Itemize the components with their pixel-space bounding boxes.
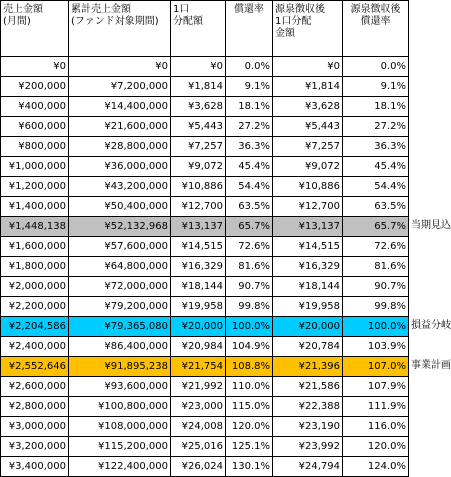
after-tax-distribution-cell: ¥20,000 — [273, 317, 343, 337]
after-tax-rate-cell: 36.3% — [343, 137, 409, 157]
monthly-sales-cell: ¥2,204,586 — [1, 317, 69, 337]
after-tax-distribution-cell: ¥19,958 — [273, 297, 343, 317]
table-row — [1, 177, 409, 197]
business-plan-label: 事業計画 — [411, 360, 451, 371]
after-tax-rate-cell: 54.4% — [343, 177, 409, 197]
after-tax-distribution-cell: ¥22,388 — [273, 397, 343, 417]
cumulative-sales-cell: ¥36,000,000 — [69, 157, 171, 177]
distribution-cell: ¥18,144 — [171, 277, 226, 297]
distribution-cell: ¥16,329 — [171, 257, 226, 277]
table-row — [1, 77, 409, 97]
distribution-cell: ¥3,628 — [171, 97, 226, 117]
monthly-sales-cell: ¥2,600,000 — [1, 377, 69, 397]
current-estimate-label: 当期見込 — [411, 220, 451, 231]
cumulative-sales-cell: ¥86,400,000 — [69, 337, 171, 357]
after-tax-distribution-cell: ¥0 — [273, 57, 343, 77]
after-tax-rate-cell: 27.2% — [343, 117, 409, 137]
after-tax-distribution-cell: ¥1,814 — [273, 77, 343, 97]
table-row — [1, 437, 409, 457]
table-row — [1, 317, 409, 337]
monthly-sales-cell: ¥400,000 — [1, 97, 69, 117]
header-cumulative-sales: 累計売上金額 (ファンド対象期間) — [69, 1, 171, 57]
table-row — [1, 357, 409, 377]
redemption-rate-cell: 0.0% — [226, 57, 273, 77]
monthly-sales-cell: ¥800,000 — [1, 137, 69, 157]
cumulative-sales-cell: ¥93,600,000 — [69, 377, 171, 397]
after-tax-rate-cell: 120.0% — [343, 437, 409, 457]
header-distribution-per-unit: 1口 分配額 — [171, 1, 226, 57]
after-tax-distribution-cell: ¥23,190 — [273, 417, 343, 437]
distribution-cell: ¥13,137 — [171, 217, 226, 237]
cumulative-sales-cell: ¥50,400,000 — [69, 197, 171, 217]
distribution-cell: ¥20,984 — [171, 337, 226, 357]
distribution-cell: ¥21,992 — [171, 377, 226, 397]
redemption-rate-cell: 120.0% — [226, 417, 273, 437]
after-tax-rate-cell: 18.1% — [343, 97, 409, 117]
cumulative-sales-cell: ¥21,600,000 — [69, 117, 171, 137]
after-tax-rate-cell: 100.0% — [343, 317, 409, 337]
table-row — [1, 217, 409, 237]
after-tax-distribution-cell: ¥24,794 — [273, 457, 343, 477]
header-redemption-rate: 償還率 — [226, 1, 273, 57]
after-tax-rate-cell: 107.9% — [343, 377, 409, 397]
distribution-cell: ¥9,072 — [171, 157, 226, 177]
redemption-rate-cell: 36.3% — [226, 137, 273, 157]
distribution-cell: ¥12,700 — [171, 197, 226, 217]
after-tax-rate-cell: 99.8% — [343, 297, 409, 317]
distribution-cell: ¥26,024 — [171, 457, 226, 477]
monthly-sales-cell: ¥2,000,000 — [1, 277, 69, 297]
cumulative-sales-cell: ¥7,200,000 — [69, 77, 171, 97]
table-row — [1, 97, 409, 117]
redemption-rate-cell: 99.8% — [226, 297, 273, 317]
monthly-sales-cell: ¥1,600,000 — [1, 237, 69, 257]
cumulative-sales-cell: ¥64,800,000 — [69, 257, 171, 277]
cumulative-sales-cell: ¥57,600,000 — [69, 237, 171, 257]
after-tax-distribution-cell: ¥10,886 — [273, 177, 343, 197]
table-row — [1, 237, 409, 257]
cumulative-sales-cell: ¥52,132,968 — [69, 217, 171, 237]
redemption-rate-cell: 27.2% — [226, 117, 273, 137]
distribution-cell: ¥1,814 — [171, 77, 226, 97]
monthly-sales-cell: ¥200,000 — [1, 77, 69, 97]
after-tax-rate-cell: 107.0% — [343, 357, 409, 377]
table-row — [1, 457, 409, 477]
after-tax-rate-cell: 65.7% — [343, 217, 409, 237]
monthly-sales-cell: ¥3,400,000 — [1, 457, 69, 477]
after-tax-distribution-cell: ¥3,628 — [273, 97, 343, 117]
header-monthly-sales: 売上金額 (月間) — [1, 1, 69, 57]
distribution-cell: ¥5,443 — [171, 117, 226, 137]
distribution-cell: ¥23,000 — [171, 397, 226, 417]
cumulative-sales-cell: ¥91,895,238 — [69, 357, 171, 377]
break-even-label: 損益分岐 — [411, 320, 451, 331]
after-tax-distribution-cell: ¥18,144 — [273, 277, 343, 297]
after-tax-rate-cell: 45.4% — [343, 157, 409, 177]
cumulative-sales-cell: ¥79,200,000 — [69, 297, 171, 317]
header-after-tax-distribution: 源泉徴収後 1口分配 金額 — [273, 1, 343, 57]
monthly-sales-cell: ¥2,552,646 — [1, 357, 69, 377]
distribution-cell: ¥14,515 — [171, 237, 226, 257]
monthly-sales-cell: ¥3,000,000 — [1, 417, 69, 437]
header-row — [1, 1, 409, 57]
monthly-sales-cell: ¥1,448,138 — [1, 217, 69, 237]
redemption-rate-cell: 9.1% — [226, 77, 273, 97]
distribution-cell: ¥19,958 — [171, 297, 226, 317]
distribution-cell: ¥0 — [171, 57, 226, 77]
after-tax-distribution-cell: ¥23,992 — [273, 437, 343, 457]
table-row — [1, 57, 409, 77]
after-tax-rate-cell: 81.6% — [343, 257, 409, 277]
after-tax-rate-cell: 124.0% — [343, 457, 409, 477]
cumulative-sales-cell: ¥14,400,000 — [69, 97, 171, 117]
monthly-sales-cell: ¥2,400,000 — [1, 337, 69, 357]
after-tax-distribution-cell: ¥16,329 — [273, 257, 343, 277]
cumulative-sales-cell: ¥43,200,000 — [69, 177, 171, 197]
monthly-sales-cell: ¥1,400,000 — [1, 197, 69, 217]
distribution-cell: ¥21,754 — [171, 357, 226, 377]
after-tax-rate-cell: 111.9% — [343, 397, 409, 417]
after-tax-distribution-cell: ¥13,137 — [273, 217, 343, 237]
after-tax-rate-cell: 63.5% — [343, 197, 409, 217]
after-tax-distribution-cell: ¥14,515 — [273, 237, 343, 257]
monthly-sales-cell: ¥1,800,000 — [1, 257, 69, 277]
cumulative-sales-cell: ¥28,800,000 — [69, 137, 171, 157]
table-body — [1, 57, 409, 477]
monthly-sales-cell: ¥1,200,000 — [1, 177, 69, 197]
after-tax-distribution-cell: ¥5,443 — [273, 117, 343, 137]
monthly-sales-cell: ¥0 — [1, 57, 69, 77]
monthly-sales-cell: ¥3,200,000 — [1, 437, 69, 457]
redemption-rate-cell: 100.0% — [226, 317, 273, 337]
after-tax-rate-cell: 103.9% — [343, 337, 409, 357]
after-tax-rate-cell: 116.0% — [343, 417, 409, 437]
table-row — [1, 377, 409, 397]
cumulative-sales-cell: ¥72,000,000 — [69, 277, 171, 297]
cumulative-sales-cell: ¥108,000,000 — [69, 417, 171, 437]
redemption-rate-cell: 110.0% — [226, 377, 273, 397]
distribution-cell: ¥10,886 — [171, 177, 226, 197]
after-tax-rate-cell: 0.0% — [343, 57, 409, 77]
monthly-sales-cell: ¥2,200,000 — [1, 297, 69, 317]
after-tax-distribution-cell: ¥7,257 — [273, 137, 343, 157]
cumulative-sales-cell: ¥100,800,000 — [69, 397, 171, 417]
redemption-rate-cell: 81.6% — [226, 257, 273, 277]
table-row — [1, 197, 409, 217]
monthly-sales-cell: ¥2,800,000 — [1, 397, 69, 417]
redemption-rate-cell: 104.9% — [226, 337, 273, 357]
cumulative-sales-cell: ¥79,365,080 — [69, 317, 171, 337]
redemption-rate-cell: 18.1% — [226, 97, 273, 117]
table-row — [1, 157, 409, 177]
monthly-sales-cell: ¥1,000,000 — [1, 157, 69, 177]
redemption-rate-cell: 130.1% — [226, 457, 273, 477]
table-row — [1, 417, 409, 437]
table-row — [1, 137, 409, 157]
table-row — [1, 397, 409, 417]
table-row — [1, 337, 409, 357]
header-after-tax-redemption-rate: 源泉徴収後 償還率 — [343, 1, 409, 57]
distribution-cell: ¥25,016 — [171, 437, 226, 457]
redemption-rate-cell: 45.4% — [226, 157, 273, 177]
cumulative-sales-cell: ¥0 — [69, 57, 171, 77]
redemption-rate-cell: 108.8% — [226, 357, 273, 377]
after-tax-distribution-cell: ¥20,784 — [273, 337, 343, 357]
after-tax-distribution-cell: ¥21,586 — [273, 377, 343, 397]
after-tax-distribution-cell: ¥9,072 — [273, 157, 343, 177]
cumulative-sales-cell: ¥115,200,000 — [69, 437, 171, 457]
after-tax-distribution-cell: ¥21,396 — [273, 357, 343, 377]
redemption-rate-cell: 65.7% — [226, 217, 273, 237]
redemption-rate-cell: 54.4% — [226, 177, 273, 197]
redemption-rate-cell: 125.1% — [226, 437, 273, 457]
distribution-cell: ¥20,000 — [171, 317, 226, 337]
distribution-cell: ¥7,257 — [171, 137, 226, 157]
cumulative-sales-cell: ¥122,400,000 — [69, 457, 171, 477]
after-tax-distribution-cell: ¥12,700 — [273, 197, 343, 217]
redemption-rate-cell: 63.5% — [226, 197, 273, 217]
redemption-rate-cell: 90.7% — [226, 277, 273, 297]
after-tax-rate-cell: 90.7% — [343, 277, 409, 297]
redemption-rate-cell: 115.0% — [226, 397, 273, 417]
after-tax-rate-cell: 72.6% — [343, 237, 409, 257]
distribution-cell: ¥24,008 — [171, 417, 226, 437]
table-row — [1, 117, 409, 137]
after-tax-rate-cell: 9.1% — [343, 77, 409, 97]
table-row — [1, 257, 409, 277]
table-row — [1, 277, 409, 297]
redemption-rate-cell: 72.6% — [226, 237, 273, 257]
table-row — [1, 297, 409, 317]
monthly-sales-cell: ¥600,000 — [1, 117, 69, 137]
